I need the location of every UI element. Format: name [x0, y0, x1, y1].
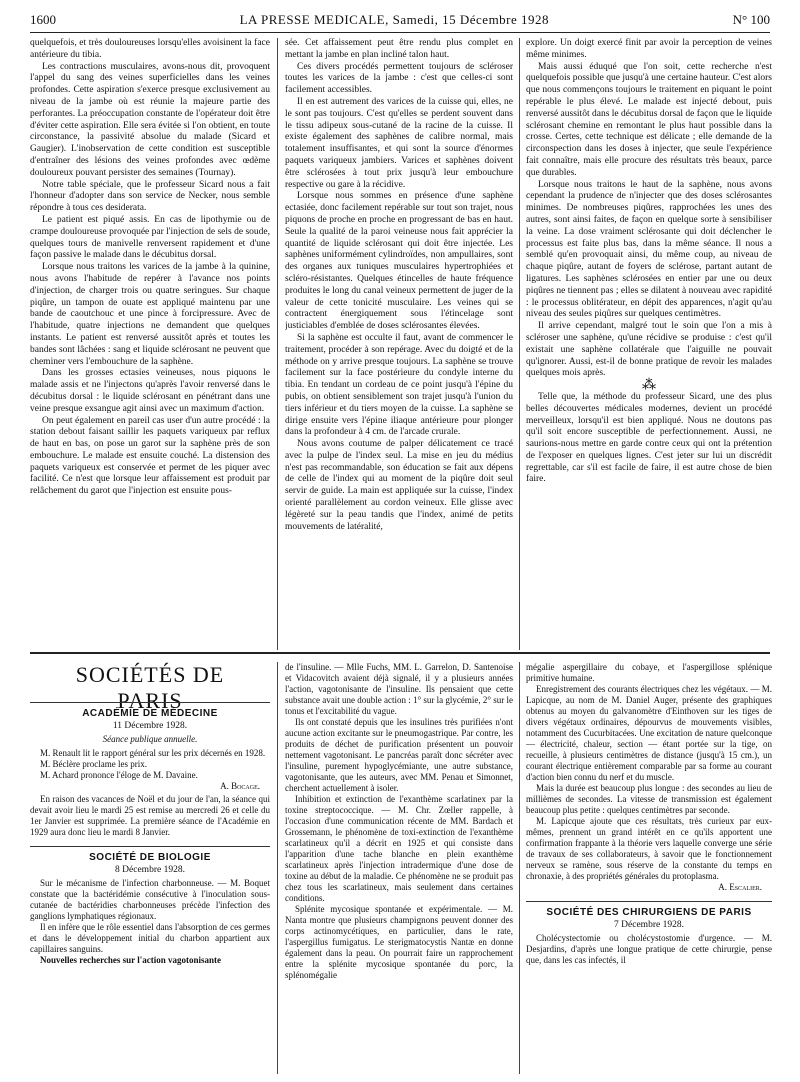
section-divider — [30, 652, 770, 654]
paragraph: Nouvelles recherches sur l'action vagotonisante — [40, 955, 221, 965]
biologie-heading: SOCIÉTÉ DE BIOLOGIE — [30, 846, 270, 863]
academie-date: 11 Décembre 1928. — [112, 721, 188, 731]
paragraph: Ils ont constaté depuis que les insulines très purifiées n'ont aucune action excitante sur le pneumogastrique. Par contre, les produits de déchet de purification présentent un pouvoir nettement vagotonisant. Le pancréas paraît donc sécréter avec l'insuline, purement hypoglycémiante, une autre substance, vagotonisante, que les auteurs, avec MM. Penau et Simonnet, cherchent actuellement à isoler. — [285, 717, 513, 793]
signature: A. Escalier. — [718, 882, 762, 892]
paragraph: On peut également en pareil cas user d'un autre procédé : la station debout faisant saillir les paquets variqueux par reflux de haut en bas, on pose un garot sur la saphène près de son embouchure. Le malade est ensuite couché. La distension des paquets variqueux est conservée et permet de les piquer avec facilité. Ce n'est que lorsque leur affaissement est produit par relâchement du garot que l'injection est ensuite pous- — [30, 415, 270, 497]
biologie-date: 8 Décembre 1928. — [115, 865, 185, 875]
chirurgiens-heading: SOCIÉTÉ DES CHIRURGIENS DE PARIS — [526, 901, 772, 918]
paragraph: Les contractions musculaires, avons-nous dit, provoquent l'appel du sang des veines superficielles dans les veines profondes. Cette aspiration s'exerce presque exclusivement au niveau de la jambe où est réunie la majeure partie des perforantes. La préoccupation constante de l'opérateur doit être d'éviter cette aspiration. Elle sera évitée si l'on obtient, en toute circonstance, la passivité absolue du malade (Sicard et Gaugier). L'inobservation de cette condition est susceptible d'entraîner des lésions des veines profondes avec œdème douloureux pouvant persister des semaines (Tournay). — [30, 61, 270, 178]
issue-number: N° 100 — [732, 12, 770, 27]
column-divider — [277, 662, 278, 1074]
paragraph: Sur le mécanisme de l'infection charbonneuse. — M. Boquet constate que la bactéridémie consécutive à l'inoculation sous-cutanée de bactéridies charbonneuses précède l'infection des ganglions lymphatiques régionaux. — [30, 878, 270, 921]
paragraph: quelquefois, et très douloureuses lorsqu'elles avoisinent la face antérieure du tibia. — [30, 38, 270, 60]
column-divider — [519, 38, 520, 650]
signature: A. Bocage. — [220, 781, 260, 791]
paragraph: Mais aussi éduqué que l'on soit, cette recherche n'est quelquefois possible que jusqu'à une certaine hauteur. C'est alors que nous commençons toujours le traitement en piquant le point repérable le plus élevé. Le malade est injecté debout, puis renversé aussitôt dans le décubitus dorsal de façon que le liquide sclérosant chemine en remontant le plus haut possible dans la crosse. Certes, cette technique est délicate ; elle demande de la circonspection dans les doses à injecter, que seule l'expérience fait connaître, mais elle procure des résultats très beaux, parce que durables. — [526, 61, 772, 178]
paragraph: Notre table spéciale, que le professeur Sicard nous a fait l'honneur d'adopter dans son service de Necker, nous semble répondre à tous ces desiderata. — [30, 179, 270, 214]
paragraph: Nous avons coutume de palper délicatement ce tracé avec la pulpe de l'index seul. La mise en jeu du médius n'est pas recommandable, son éducation se fait aux dépens de celle de l'index qui au moment de la piqûre doit seul servir de guide. La main est appliquée sur la cuisse, l'index orienté parallèlement au cordon veineux. Elle glisse avec légèreté sur la peau tandis que l'index, animé de petits mouvements de latéralité, — [285, 439, 513, 532]
paragraph: M. Achard prononce l'éloge de M. Davaine. — [40, 770, 198, 780]
paragraph: En raison des vacances de Noël et du jour de l'an, la séance qui devait avoir lieu le mardi 25 est remise au mercredi 26 et celle du 1er Janvier est supprimée. La première séance de l'Académie en 1929 aura donc lieu le mardi 8 Janvier. — [30, 794, 270, 837]
paragraph: Lorsque nous traitons les varices de la jambe à la quinine, nous avons l'habitude de repérer à l'avance nos points d'injection, de charger trois ou quatre seringues. Sur chaque piqûre, un tampon de ouate est appliqué maintenu par une bande de caoutchouc et une pince à forcipressure. Avec de l'habitude, quatre injections ne demandent que quelques instants. Le patient est renversé aussitôt après et toutes les bandes sont lâchées : sang et liquide sclérosant ne peuvent que cheminer vers l'embouchure de la saphène. — [30, 262, 270, 367]
paragraph: Le patient est piqué assis. En cas de lipothymie ou de crampe douloureuse provoquée par l'injection de sels de soude, quelques tours de manivelle renversent rapidement et d'une façon passive le malade dans le décubitus dorsal. — [30, 214, 270, 261]
societes-column-3 — [526, 662, 772, 1074]
academie-seance: Séance publique annuelle. — [102, 734, 198, 744]
paragraph: M. Lapicque ajoute que ces résultats, très curieux par eux-mêmes, prennent un grand intérêt en ce qu'ils apportent une confirmation frappante à la théorie vers laquelle converge une série de travaux de ses collaborateurs, à savoir que le fonctionnement nerveux se ramène, sous réserve de la constante du temps en chronaxie, à des propriétés générales du protoplasma. — [526, 816, 772, 881]
societes-title: SOCIÉTÉS DE PARIS — [75, 662, 225, 713]
page-header — [30, 8, 770, 33]
column-divider — [277, 38, 278, 650]
paragraph: Splénite mycosique spontanée et expérimentale. — M. Nanta montre que plusieurs champignons peuvent donner des corps actinomycétiques, en particulier, dans le rate, l'aspergillus fumigatus. Le sterigmatocystis Nantæ en donne également dans la peau. On pourrait faire un rapprochement entre la splénite mycosique spontanée du porc, la splénomégalie — [285, 904, 513, 980]
societes-column-1 — [30, 694, 270, 1074]
paragraph: de l'insuline. — Mlle Fuchs, MM. L. Garrelon, D. Santenoise et Vidacovitch avaient déjà signalé, il y a plusieurs années l'action, vagotonisante de l'insuline. Ils pensaient que cette substance avait une double action : 1° sur la glycémie, 2° sur le tonus et l'excitabilité du vague. — [285, 662, 513, 716]
page-number: 1600 — [30, 12, 56, 27]
paragraph: mégalie aspergillaire du cobaye, et l'aspergillose splénique primitive humaine. — [526, 662, 772, 683]
column-divider — [519, 662, 520, 1074]
paragraph: explore. Un doigt exercé finit par avoir la perception de veines même minimes. — [526, 38, 772, 60]
paragraph: Si la saphène est occulte il faut, avant de commencer le traitement, procéder à son repérage. Avec du doigté et de la méthode on y arrive presque toujours. La saphène se trouve facilement sur la face postérieure du condyle interne du tibia. En tendant un cordeau de ce point jusqu'à l'épine du pubis, on obtient sensiblement son trajet jusqu'à l'union du tiers inférieur et du tiers moyen de la cuisse. La saphène se dirige ensuite vers l'épine iliaque antérieure pour plonger dans la profondeur à 4 cm. de l'arcade crurale. — [285, 332, 513, 438]
paragraph: Inhibition et extinction de l'exanthème scarlatinex par la toxine streptococcique. — M. Chr. Zœller rappelle, à l'occasion d'une communication récente de MM. Bardach et Grossemann, le phénomène de toxi-extinction de l'exanthème scarlatineux qu'il a décrit en 1925 et qui consiste dans l'apparition d'une tache blanche en plein exanthème scarlatineux après l'injection intradermique d'une dose de toxine au début de la maladie. Ce phénomène ne se produit pas chez tous les scarlatineux, mais seulement dans certaines conditions. — [285, 794, 513, 903]
academie-heading: ACADÉMIE DE MÉDECINE — [30, 702, 270, 719]
paragraph: Mais la durée est beaucoup plus longue : des secondes au lieu de millièmes de secondes. La vitesse de transmission est également beaucoup plus petite : quelques centimètres par seconde. — [526, 783, 772, 815]
paragraph: Ces divers procédés permettent toujours de scléroser toutes les varices de la jambe : c'est que celles-ci sont facilement accessibles. — [285, 61, 513, 96]
journal-title: LA PRESSE MEDICALE, Samedi, 15 Décembre 1928 — [239, 12, 550, 27]
paragraph: sée. Cet affaissement peut être rendu plus complet en mettant la jambe en plan incliné talon haut. — [285, 38, 513, 60]
paragraph: M. Béclère proclame les prix. — [40, 759, 147, 769]
section-separator-asterism: ⁂ — [642, 378, 656, 394]
chirurgiens-date: 7 Décembre 1928. — [614, 920, 684, 930]
article-column-2 — [285, 38, 513, 650]
paragraph: M. Renault lit le rapport général sur les prix décernés en 1928. — [40, 748, 266, 758]
paragraph: Il arrive cependant, malgré tout le soin que l'on a mis à scléroser une saphène, qu'une récidive se produise : c'est qu'il existait une saphène collatérale que l'aiguille ne pouvait qu'ignorer. Aussi, est-il de bonne pratique de revoir les malades quelques mois après. — [526, 321, 772, 379]
paragraph: Enregistrement des courants électriques chez les végétaux. — M. Lapicque, au nom de M. Daniel Auger, présente des graphiques obtenus au moyen du galvanomètre d'Einthoven sur les tiges de divers végétaux ordinaires, dépourvus de mouvements visibles, notamment des Cucurbitacées. Une excitation de nature quelconque — électricité, chaleur, section — étant portée sur la tige, on recueille, à plusieurs centimètres de distance (jusqu'à 15 cm.), un courant électrique entièrement comparable par sa forme au courant d'action bien connu du nerf et du muscle. — [526, 684, 772, 782]
paragraph: Il en est autrement des varices de la cuisse qui, elles, ne le sont pas toujours. C'est qu'elles se perdent souvent dans le tissu adipeux sous-cutané de la racine de la cuisse. Il existe également des saphènes de calibre normal, mais totalement insuffisantes, et qui sont la source d'énormes paquets variqueux jambiers. Varices et saphènes doivent être sclérosées à tout prix jusqu'à leur embouchure respective ou gare à la récidive. — [285, 96, 513, 190]
paragraph: Lorsque nous sommes en présence d'une saphène ectasiée, donc facilement repérable sur tout son trajet, nous piquons de proche en proche en progressant de bas en haut. Seule la qualité de la paroi veineuse nous fait apprécier la quantité de liquide sclérosant qui doit être injectée. Les saphènes uniformément cylindroïdes, non ampullaires, sont des organes aux tuniques musculaires hypertrophiées et scléro-résistantes. Quelques étincelles de haute fréquence produites le long du canal veineux permettent de juger de la valeur de cette tonicité musculaire. Les veines qui se contractent énergiquement sous l'étincelage sont justiciables d'emblée de doses sclérosantes élevées. — [285, 191, 513, 332]
paragraph: Lorsque nous traitons le haut de la saphène, nous avons cependant la prudence de n'injecter que des doses sclérosantes minimes. De nombreuses piqûres, rapprochées les unes des autres, sont ainsi faites, de façon en quelque sorte à sensibiliser la veine. La dose vraiment sclérosante qui doit déclencher le processus est faite plus bas, dans la même séance. Il nous a semblé qu'en provoquait ainsi, du même coup, au niveau de chaque piqûre, autant de foyers de sclérose, partant autant de ligatures. Les saphènes sclérosées en entier par une ou deux piqûres ne tiennent pas ; elles se dilatent à nouveau avec rapidité : le processus oblitérateur, en dépit des apparences, n'agit qu'au niveau des seules piqûres sur quelques centimètres. — [526, 179, 772, 320]
societes-column-2 — [285, 662, 513, 1074]
article-column-1 — [30, 38, 270, 650]
paragraph: Il en infère que le rôle essentiel dans l'absorption de ces germes et dans le développement initial du charbon appartient aux capillaires sanguins. — [30, 922, 270, 954]
article-column-3 — [526, 38, 772, 650]
paragraph: Telle que, la méthode du professeur Sicard, une des plus belles découvertes médicales modernes, devient un procédé merveilleux, lorsqu'il est bien appliqué. Nous ne doutons pas qu'il soit encore susceptible de perfectionnement. Aussi, ne saurions-nous mettre en garde contre ceux qui ont la prétention de l'exposer en quelques lignes. C'est jeter sur lui un discrédit regrettable, car s'il est facile de faire, il est autre chose de bien faire. — [526, 391, 772, 485]
paragraph: Cholécystectomie ou cholécystostomie d'urgence. — M. Desjardins, d'après une longue pratique de cette chirurgie, pense que, dans les cas infectés, il — [526, 933, 772, 965]
paragraph: Dans les grosses ectasies veineuses, nous piquons le malade assis et ne l'injectons qu'après l'avoir renversé dans le décubitus dorsal : le liquide sclérosant en pénétrant dans une veine presque exsangue agit ainsi avec un maximum d'action. — [30, 368, 270, 414]
